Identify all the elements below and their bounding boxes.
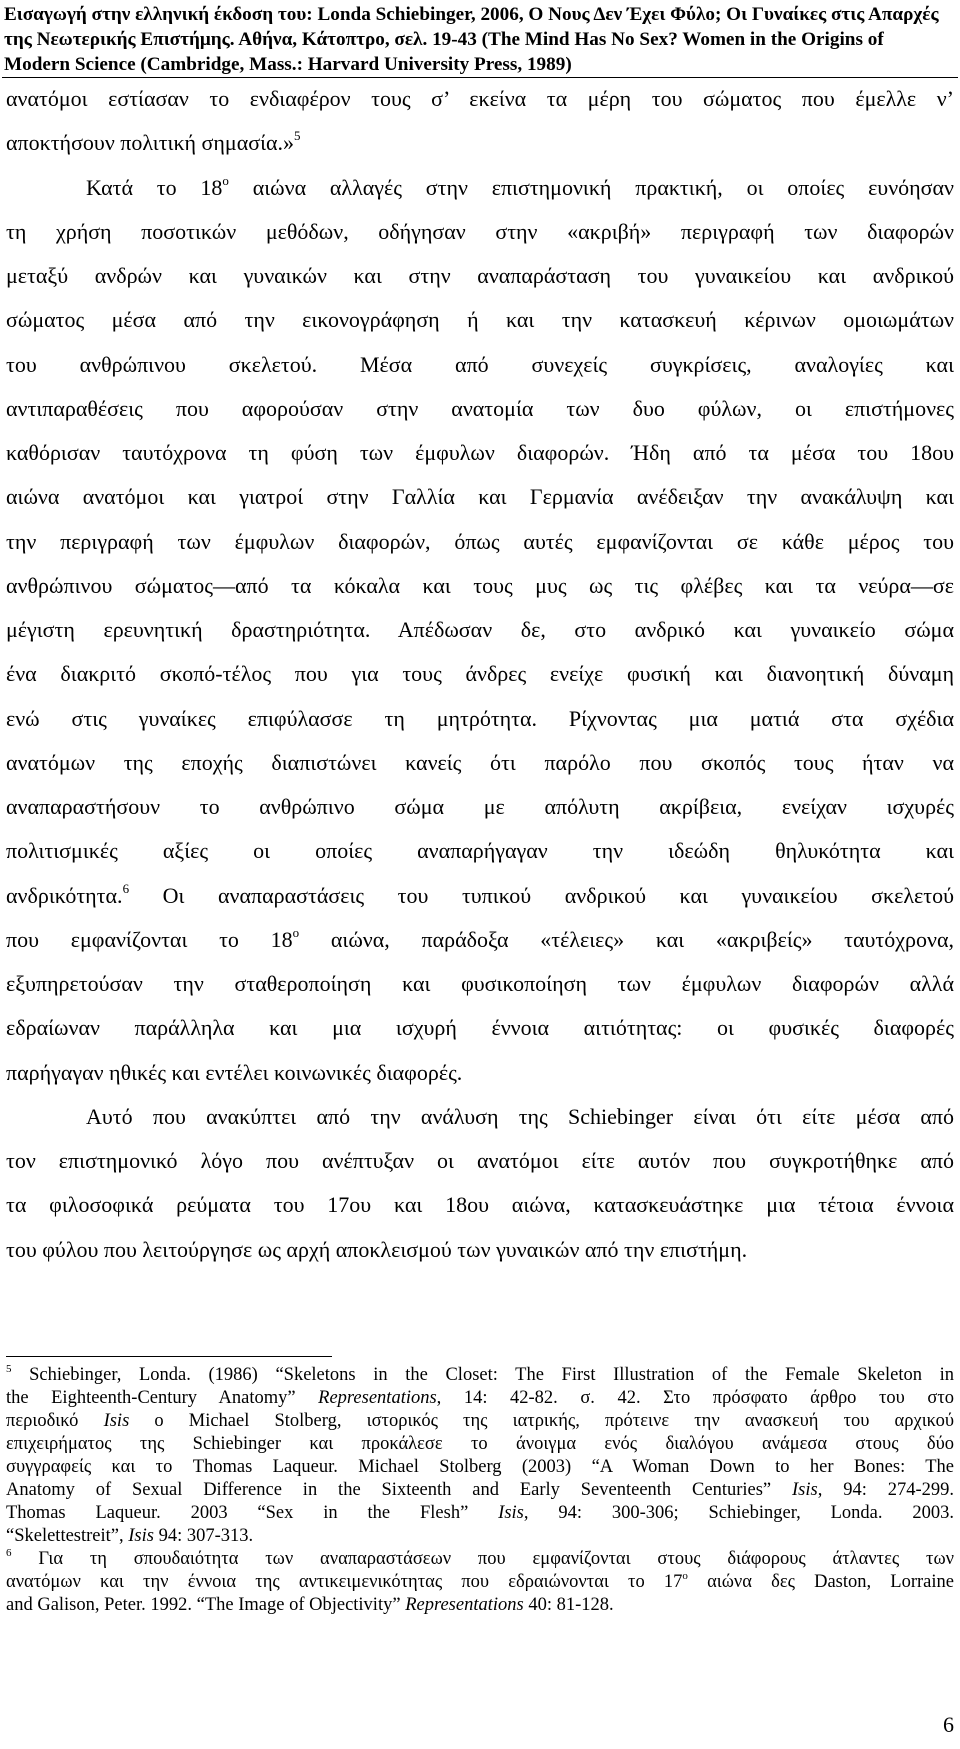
- footnote-5-line: the Eighteenth-Century Anatomy” Representations, 14: 42-82. σ. 42. Στο πρόσφατο άρθρο του στο: [6, 1388, 954, 1408]
- text-line: που εμφανίζονται το $18^o$ αιώνα, παράδοξα «τέλειες» και «ακριβείς» ταυτόχρονα,: [6, 925, 954, 952]
- footnotes: [6, 1364, 954, 1694]
- text-line: τη χρήση ποσοτικών μεθόδων, οδήγησαν στην «ακριβή» περιγραφή των διαφορών: [6, 219, 954, 244]
- citation-header: [4, 2, 956, 77]
- citation-line-3: Modern Science (Cambridge, Mass.: Harvard University Press, 1989): [4, 54, 572, 75]
- text-line: Αυτό που ανακύπτει από την ανάλυση της Schiebinger είναι ότι είτε μέσα από: [86, 1104, 954, 1129]
- text-line: ένα διακριτό σκοπό-τέλος που για τους άνδρες ενείχε φυσική και διανοητική δύναμη: [6, 661, 954, 686]
- text-line: αναπαραστήσουν το ανθρώπινο σώμα με απόλυτη ακρίβεια, ενείχαν ισχυρές: [6, 794, 954, 819]
- text-line: αντιπαραθέσεις που αφορούσαν στην ανατομία των δυο φύλων, οι επιστήμονες: [6, 396, 954, 421]
- text-line: ανδρικότητα.$^6$ Οι αναπαραστάσεις του τυπικού ανδρικού και γυναικείου σκελετού: [6, 881, 954, 908]
- text-line: του φύλου που λειτούργησε ως αρχή αποκλεισμού των γυναικών από την επιστήμη.: [6, 1237, 748, 1262]
- footnote-5-line: Thomas Laqueur. 2003 “Sex in the Flesh” Isis, 94: 300-306; Schiebinger, Londa. 2003.: [6, 1503, 955, 1523]
- text-line: εδραίωναν παράλληλα και μια ισχυρή έννοια αιτιότητας: οι φυσικές διαφορές: [6, 1015, 954, 1040]
- footnote-6-line: and Galison, Peter. 1992. “The Image of Objectivity” Representations 40: 81-128.: [6, 1595, 614, 1615]
- text-line: τα φιλοσοφικά ρεύματα του 17ου και 18ου αιώνα, κατασκευάστηκε μια τέτοια έννοια: [6, 1192, 954, 1217]
- text-line: αποκτήσουν πολιτική σημασία.»$^5$: [6, 128, 301, 155]
- text-line: αιώνα ανατόμοι και γιατροί στην Γαλλία και Γερμανία ανέδειξαν την ανακάλυψη και: [6, 484, 954, 509]
- text-line: παρήγαγαν ηθικές και εντέλει κοινωνικές διαφορές.: [6, 1060, 463, 1085]
- footnote-6-line: $^6$ Για τη σπουδαιότητα των αναπαραστάσεων που εμφανίζονται στους διάφορους άτλαντες των: [6, 1547, 954, 1569]
- header-rule: [2, 77, 958, 78]
- footnote-5-line: Anatomy of Sexual Difference in the Sixteenth and Early Seventeenth Centuries” Isis, 94: 274-299.: [6, 1480, 954, 1500]
- footnote-5-line: “Skelettestreit”, Isis 94: 307-313.: [6, 1526, 254, 1546]
- citation-line-1: Εισαγωγή στην ελληνική έκδοση του: Londa Schiebinger, 2006, Ο Νους Δεν Έχει Φύλο; Οι Γυναίκες στις Απαρχές: [4, 4, 939, 25]
- footnote-5-line: $^5$ Schiebinger, Londa. (1986) “Skeletons in the Closet: The First Illustration of the Female Skeleton in: [6, 1363, 954, 1385]
- text-line: μεταξύ ανδρών και γυναικών και στην αναπαράσταση του γυναικείου και ανδρικού: [6, 263, 954, 288]
- text-line: ανθρώπινου σώματος—από τα κόκαλα και τους μυς ως τις φλέβες και τα νεύρα—σε: [6, 573, 954, 598]
- text-line: μέγιστη ερευνητική δραστηριότητα. Απέδωσαν δε, στο ανδρικό και γυναικείο σώμα: [6, 617, 954, 642]
- footnote-5-line: επιχειρήματος της Schiebinger και προκάλεσε το άνοιγμα ενός διαλόγου ανάμεσα στους δύο: [6, 1434, 954, 1454]
- citation-line-2: της Νεωτερικής Επιστήμης. Αθήνα, Κάτοπτρο, σελ. 19-43 (The Mind Has No Sex? Women in the Origins of: [4, 29, 884, 50]
- text-line: ανατόμοι εστίασαν το ενδιαφέρον τους σ’ εκείνα τα μέρη του σώματος που έμελλε ν’: [6, 86, 954, 111]
- text-line: καθόρισαν ταυτόχρονα τη φύση των έμφυλων διαφορών. Ήδη από τα μέσα του 18ου: [6, 440, 954, 465]
- footnote-5-line: περιοδικό Isis ο Michael Stolberg, ιστορικός της ιατρικής, πρότεινε την ανασκευή του αρχικού: [6, 1411, 954, 1431]
- text-line: ενώ στις γυναίκες επιφύλασσε τη μητρότητα. Ρίχνοντας μια ματιά στα σχέδια: [6, 706, 954, 731]
- text-line: σώματος μέσα από την εικονογράφηση ή και την κατασκευή κέρινων ομοιωμάτων: [6, 307, 954, 332]
- footnote-separator: [6, 1356, 332, 1357]
- text-line: του ανθρώπινου σκελετού. Μέσα από συνεχείς συγκρίσεις, αναλογίες και: [6, 352, 954, 377]
- text-line: την περιγραφή των έμφυλων διαφορών, όπως αυτές εμφανίζονται σε κάθε μέρος του: [6, 529, 954, 554]
- text-line: πολιτισμικές αξίες οι οποίες αναπαρήγαγαν την ιδεώδη θηλυκότητα και: [6, 838, 954, 863]
- text-line: ανατόμων της εποχής διαπιστώνει κανείς ότι παρόλο που σκοπός τους ήταν να: [6, 750, 954, 775]
- footnote-5-line: συγγραφείς και το Thomas Laqueur. Michael Stolberg (2003) “A Woman Down to her Bones: The: [6, 1457, 954, 1477]
- text-line: Κατά το $18^o$ αιώνα αλλαγές στην επιστημονική πρακτική, οι οποίες ευνόησαν: [86, 173, 954, 200]
- text-line: τον επιστημονικό λόγο που ανέπτυξαν οι ανατόμοι είτε αυτόν που συγκροτήθηκε από: [6, 1148, 954, 1173]
- text-line: εξυπηρετούσαν την σταθεροποίηση και φυσικοποίηση των έμφυλων διαφορών αλλά: [6, 971, 954, 996]
- page-number: 6: [943, 1712, 954, 1737]
- main-text: [6, 84, 954, 1354]
- footnote-6-line: ανατόμων και την έννοια της αντικειμενικότητας που εδραιώνονται το $17^o$ αιώνα δες Daston, Lorraine: [6, 1570, 954, 1592]
